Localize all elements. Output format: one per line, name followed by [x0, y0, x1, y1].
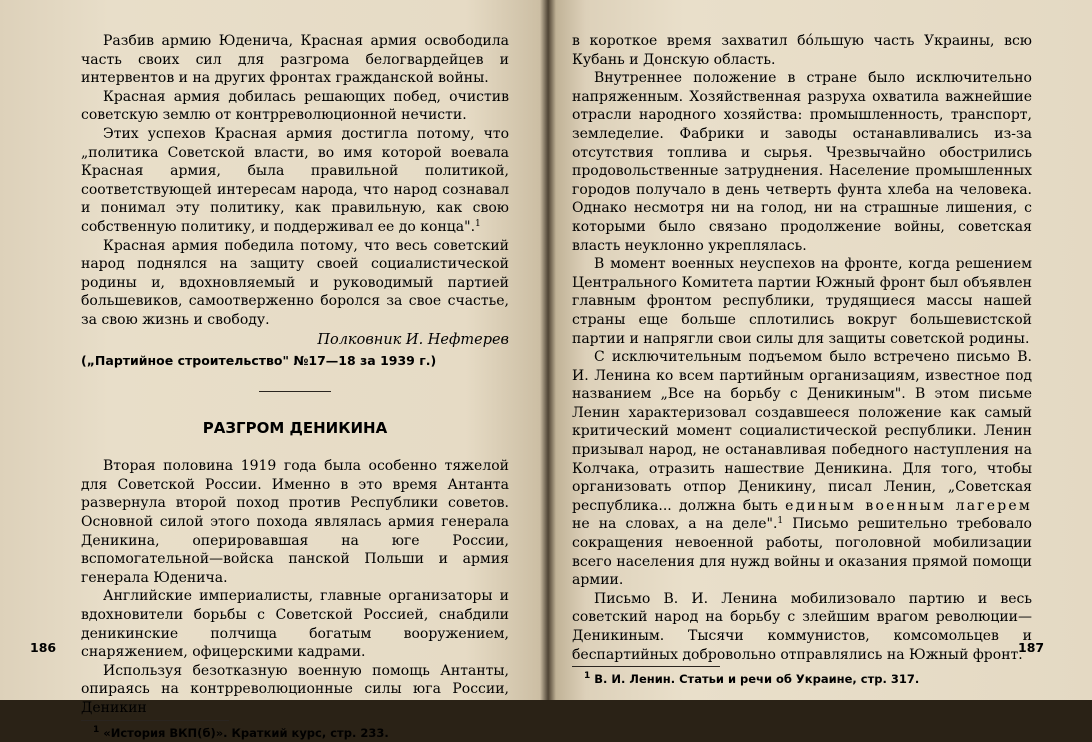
- paragraph: Красная армия победила потому, что весь советский народ поднялся на защиту своей социалистической родины и, вдохновляемый и руководимый партией большевиков, самоотверженно боролся за свое счастье, за свою жизнь и свободу.: [81, 237, 509, 328]
- footnote-marker: 1: [584, 671, 591, 682]
- page-number: 187: [1018, 640, 1045, 655]
- author-signature: Полковник И. Нефтерев: [317, 331, 509, 348]
- section-divider: [259, 391, 331, 392]
- footnote-rule: [572, 666, 720, 667]
- footnote-text: В. И. Ленин. Статьи и речи об Украине, стр. 317.: [594, 672, 920, 687]
- footnote-marker: 1: [475, 218, 481, 229]
- text-segment: Письмо решительно требовало сокращения невоенной работы, поголовной мобилизации всего населения для нужд войны и оказания прямой помощи армии.: [572, 516, 1032, 589]
- text-segment: С исключительным подъемом было встречено письмо В. И. Ленина ко всем партийным организациям, известное под названием „Все на борьбу с Деникиным". В этом письме Ленин характеризовал создавшееся положение как самый критический момент социалистической республики. Ленин призывал народ, не останавливая победного наступления на Колчака, отразить нашествие Деникина. Для того, чтобы организовать отпор Деникину, писал Ленин, „Советская республика... должна быть: [572, 349, 1032, 514]
- footnote-rule: [81, 720, 229, 721]
- footnote: [572, 670, 1032, 689]
- paragraph: Красная армия добилась решающих побед, очистив советскую землю от контрреволюционной нечисти.: [81, 88, 509, 124]
- paragraph: Письмо В. И. Ленина мобилизовало партию и весь советский народ на борьбу с злейшим врагом революции—Деникиным. Тысячи коммунистов, комсомольцев и беспартийных добровольно отправлялись на Южный фронт.: [572, 590, 1032, 663]
- book-gutter: [540, 0, 556, 700]
- paragraph: [572, 348, 1032, 590]
- paragraph-continued: в короткое время захватил бóльшую часть Украины, всю Кубань и Донскую область.: [572, 33, 1032, 68]
- footnote-marker: 1: [777, 516, 784, 527]
- paragraph: Используя безотказную военную помощь Антанты, опираясь на контрреволюционные силы юга России, Деникин: [81, 662, 509, 716]
- paragraph: [81, 125, 509, 237]
- right-column: [572, 32, 1032, 689]
- footnote-marker: 1: [93, 724, 100, 735]
- footnote: [81, 724, 509, 742]
- page-number: 186: [30, 640, 57, 655]
- footnote-text: «История ВКП(б)». Краткий курс, стр. 233.: [103, 725, 389, 740]
- source-citation: („Партийное строительство" №17—18 за 1939 г.): [81, 353, 437, 369]
- paragraph: Английские империалисты, главные организаторы и вдохновители борьбы с Советской Россией, снабдили деникинские полчища богатым вооружением, снаряжением, офицерскими кадрами.: [81, 588, 509, 661]
- emphasized-text: единым военным лагерем: [785, 497, 1033, 514]
- paragraph: В момент военных неуспехов на фронте, когда решением Центрального Комитета партии Южный фронт был объявлен главным фронтом республики, трудящиеся массы нашей страны еще больше сплотились вокруг большевистской партии и напрягли свои силы для защиты советской родины.: [572, 256, 1032, 347]
- section-heading: РАЗГРОМ ДЕНИКИНА: [202, 418, 388, 437]
- quote-text: Этих успехов Красная армия достигла потому, что „политика Советской власти, во имя которой воевала Красная армия, была правильной политикой, соответствующей интересам народа, что народ сознавал и понимал эту политику, как правильную, как свою собственную политику, и поддерживал ее до конца".: [81, 125, 509, 235]
- left-column: [81, 32, 509, 742]
- text-segment: не на словах, а на деле".: [572, 516, 778, 533]
- paragraph: Внутреннее положение в стране было исключительно напряженным. Хозяйственная разруха охватила важнейшие отрасли народного хозяйства: промышленность, транспорт, земледелие. Фабрики и заводы останавливались из-за отсутствия топлива и сырья. Чрезвычайно обострились продовольственные затруднения. Население промышленных городов получало в день четверть фунта хлеба на человека. Однако несмотря ни на голод, ни на страшные лишения, с которыми было связано продолжение войны, советская власть неуклонно укреплялась.: [572, 70, 1032, 254]
- paragraph: Вторая половина 1919 года была особенно тяжелой для Советской России. Именно в это время Антанта развернула второй поход против Республики советов. Основной силой этого похода являлась армия генерала Деникина, оперировавшая на юге России, вспомогательной—войска панской Польши и армия генерала Юденича.: [81, 458, 509, 586]
- paragraph: Разбив армию Юденича, Красная армия освободила часть своих сил для разгрома белогвардейцев и интервентов и на других фронтах гражданской войны.: [81, 33, 509, 87]
